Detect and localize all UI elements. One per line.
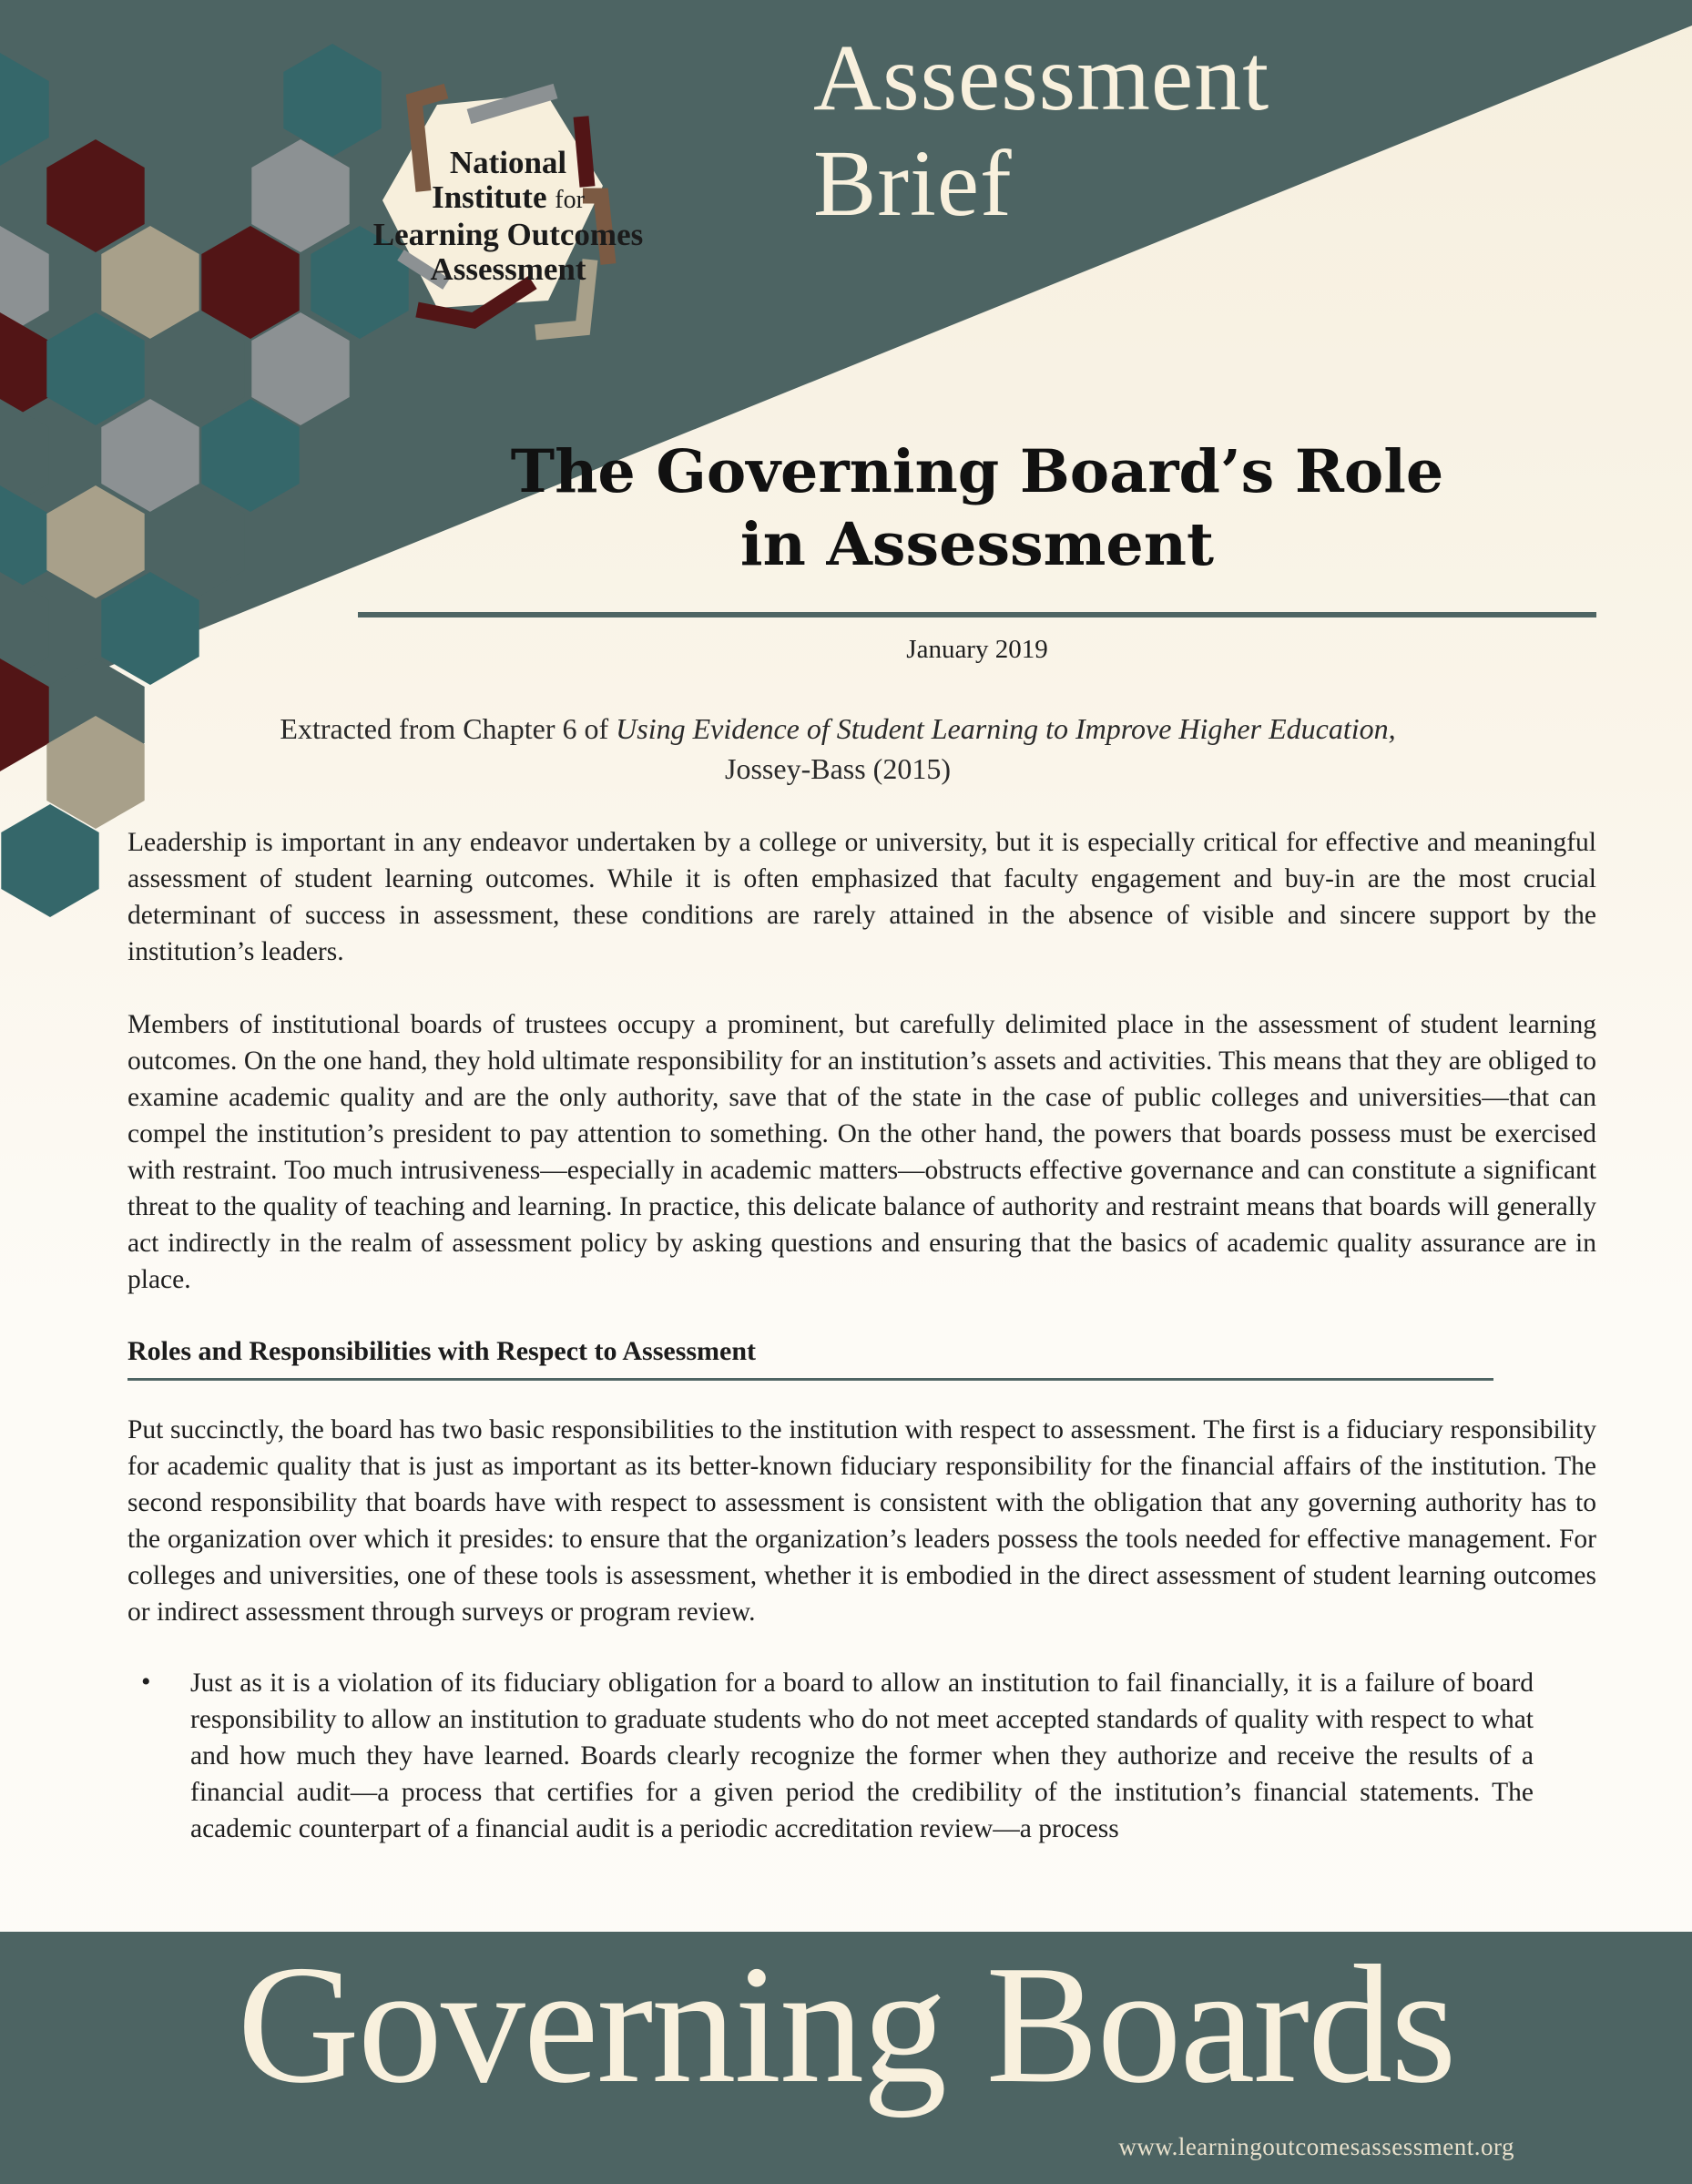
publication-date: January 2019 [906,635,1048,664]
logo-line4: Assessment [430,251,586,287]
document-title-line2: in Assessment [739,510,1215,579]
paragraph-board-members: Members of institutional boards of trustees occupy a prominent, but carefully delimited place in the assessment of student learning outcomes. On the one hand, they hold ultimate responsibility for an institution’s assets and activities. This means that they are obliged to examine academic quality and are the only authority, save that of the state in the case of public colleges and universities—that can compel the institution’s president to pay attention to something. On the other hand, the powers that boards possess must be exercised with restraint. Too much intrusiveness—especially in academic matters—obstructs effective governance and can constitute a significant threat to the quality of teaching and learning. In practice, this delicate balance of authority and restraint means that boards will generally act indirectly in the realm of assessment policy by asking questions and ensuring that the basics of academic quality assurance are in place. [127,1010,1596,1294]
bullet-fiduciary-obligation: Just as it is a violation of its fiduciary obligation for a board to allow an institution to fail financially, it is a failure of board responsibility to allow an institution to graduate students who do not meet accepted standards of quality with respect to what and how much they have learned. Boards clearly recognize the former when they authorize and receive the results of a financial audit—a process that certifies for a given period the credibility of the institution’s financial statements. The academic counterpart of a financial audit is a periodic accreditation review—a process [190,1669,1534,1843]
brief-title-line1: Assessment [813,26,1270,130]
paragraph-responsibilities: Put succinctly, the board has two basic responsibilities to the institution with respect to assessment. The first is a fiduciary responsibility for academic quality that is just as important as its better-known fiduciary responsibility for the financial affairs of the institution. The second responsibility that boards have with respect to assessment is consistent with the obligation that any governing authority has to the organization over which it presides: to ensure that the organization’s leaders possess the tools needed for effective management. For colleges and universities, one of these tools is assessment, whether it is embodied in the direct assessment of student learning outcomes or indirect assessment through surveys or program review. [127,1415,1596,1627]
title-divider [358,612,1596,617]
logo-for: for [555,186,585,214]
logo-line2 [372,180,645,218]
source-book-title: Using Evidence of Student Learning to Improve Higher Education, [616,712,1396,745]
source-line1 [182,709,1493,749]
document-title [358,435,1596,581]
footer-title: Governing Boards [237,1931,1455,2118]
brief-title-line2: Brief [813,131,1013,236]
logo-institute: Institute [432,179,547,215]
section-divider [127,1378,1493,1381]
assessment-brief-title [813,26,1269,237]
source-publisher: Jossey-Bass (2015) [725,752,951,785]
paragraph-leadership: Leadership is important in any endeavor undertaken by a college or university, but it is especially critical for effective and meaningful assessment of student learning outcomes. While it is often emphasized that faculty engagement and buy-in are the most crucial determinant of success in assessment, these conditions are rarely attained in the absence of visible and sincere support by the institution’s leaders. [127,828,1596,966]
footer-website-url: www.learningoutcomesassessment.org [1118,2133,1514,2160]
nilo-logo-text [372,146,645,287]
bullet-marker: • [141,1667,151,1697]
document-title-line1: The Governing Board’s Role [510,437,1444,506]
logo-line3: Learning Outcomes [372,217,644,252]
source-citation [182,709,1493,789]
source-prefix: Extracted from Chapter 6 of [280,712,617,745]
logo-line1: National [449,145,567,180]
section-heading-roles: Roles and Responsibilities with Respect to Assessment [127,1336,757,1366]
